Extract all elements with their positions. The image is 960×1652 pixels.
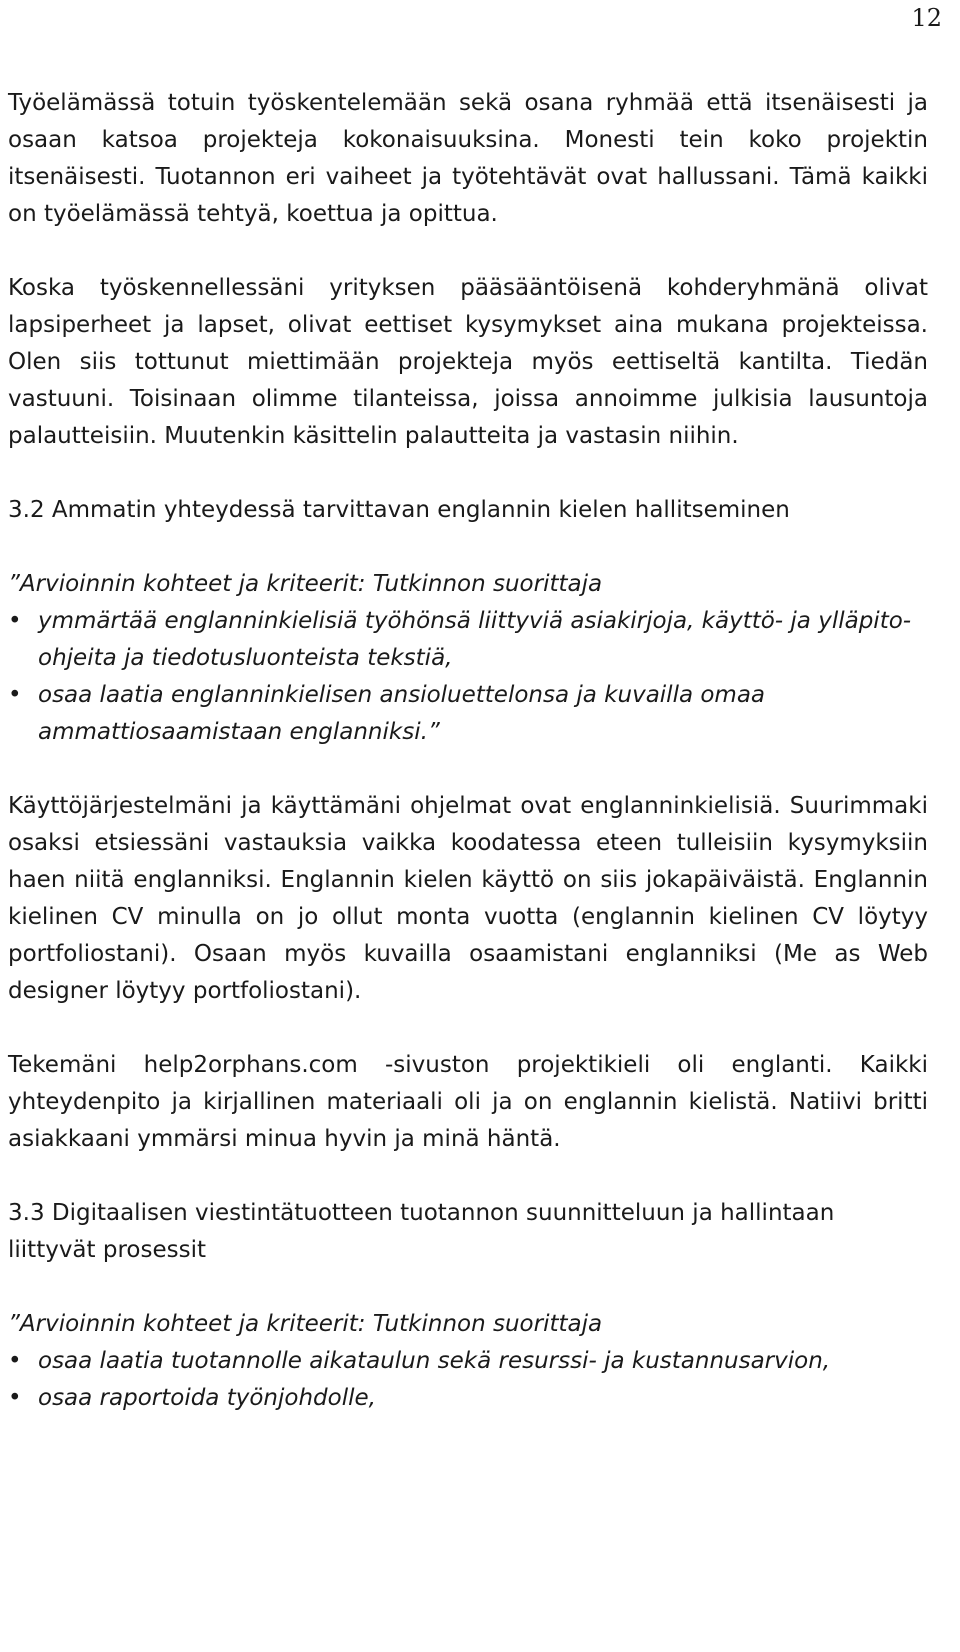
section-heading-3-3: 3.3 Digitaalisen viestintätuotteen tuotannon suunnitteluun ja hallintaan liittyvät prosessit <box>8 1200 835 1263</box>
criteria-intro-3-2: ”Arvioinnin kohteet ja kriteerit: Tutkinnon suorittaja <box>8 571 603 597</box>
bullet-icon: • <box>8 1348 22 1374</box>
bullet-icon: • <box>8 608 22 634</box>
bullet-icon: • <box>8 682 22 708</box>
criteria-item-text: ymmärtää englanninkielisiä työhönsä liittyviä asiakirjoja, käyttö- ja ylläpito-ohjeita ja tiedotusluonteista tekstiä, <box>38 608 912 671</box>
criteria-intro-3-3: ”Arvioinnin kohteet ja kriteerit: Tutkinnon suorittaja <box>8 1311 603 1337</box>
criteria-item <box>8 1343 928 1380</box>
criteria-item-text: osaa laatia tuotannolle aikataulun sekä resurssi- ja kustannusarvion, <box>38 1348 831 1374</box>
paragraph-ethics: Koska työskennellessäni yrityksen pääsääntöisenä kohderyhmänä olivat lapsiperheet ja lapset, olivat eettiset kysymykset aina mukana projekteissa. Olen siis tottunut miettimään projekteja myös eettiseltä kantilta. Tiedän vastuuni. Toisinaan olimme tilanteissa, joissa annoimme julkisia lausuntoja palautteisiin. Muutenkin käsittelin palautteita ja vastasin niihin. <box>8 275 928 449</box>
document-body <box>8 85 928 1417</box>
paragraph-help2orphans: Tekemäni help2orphans.com -sivuston projektikieli oli englanti. Kaikki yhteydenpito ja kirjallinen materiaali oli ja on englannin kielistä. Natiivi britti asiakkaani ymmärsi minua hyvin ja minä häntä. <box>8 1052 928 1152</box>
criteria-item-text: osaa raportoida työnjohdolle, <box>38 1385 376 1411</box>
page-number: 12 <box>911 4 942 32</box>
criteria-item <box>8 677 928 751</box>
criteria-list-3-2 <box>8 603 928 751</box>
bullet-icon: • <box>8 1385 22 1411</box>
criteria-item-text: osaa laatia englanninkielisen ansioluettelonsa ja kuvailla omaa ammattiosaamistaan englanniksi.” <box>38 682 766 745</box>
section-heading-3-2: 3.2 Ammatin yhteydessä tarvittavan englannin kielen hallitseminen <box>8 497 790 523</box>
paragraph-english-usage: Käyttöjärjestelmäni ja käyttämäni ohjelmat ovat englanninkielisiä. Suurimmaki osaksi etsiessäni vastauksia vaikka koodatessa eteen tulleisiin kysymyksiin haen niitä englanniksi. Englannin kielen käyttö on siis jokapäiväistä. Englannin kielinen CV minulla on jo ollut monta vuotta (englannin kielinen CV löytyy portfoliostani). Osaan myös kuvailla osaamistani englanniksi (Me as Web designer löytyy portfoliostani). <box>8 793 928 1004</box>
criteria-list-3-3 <box>8 1343 928 1417</box>
criteria-item <box>8 603 928 677</box>
criteria-item <box>8 1380 928 1417</box>
paragraph-work-experience: Työelämässä totuin työskentelemään sekä osana ryhmää että itsenäisesti ja osaan katsoa projekteja kokonaisuuksina. Monesti tein koko projektin itsenäisesti. Tuotannon eri vaiheet ja työtehtävät ovat hallussani. Tämä kaikki on työelämässä tehtyä, koettua ja opittua. <box>8 90 928 227</box>
